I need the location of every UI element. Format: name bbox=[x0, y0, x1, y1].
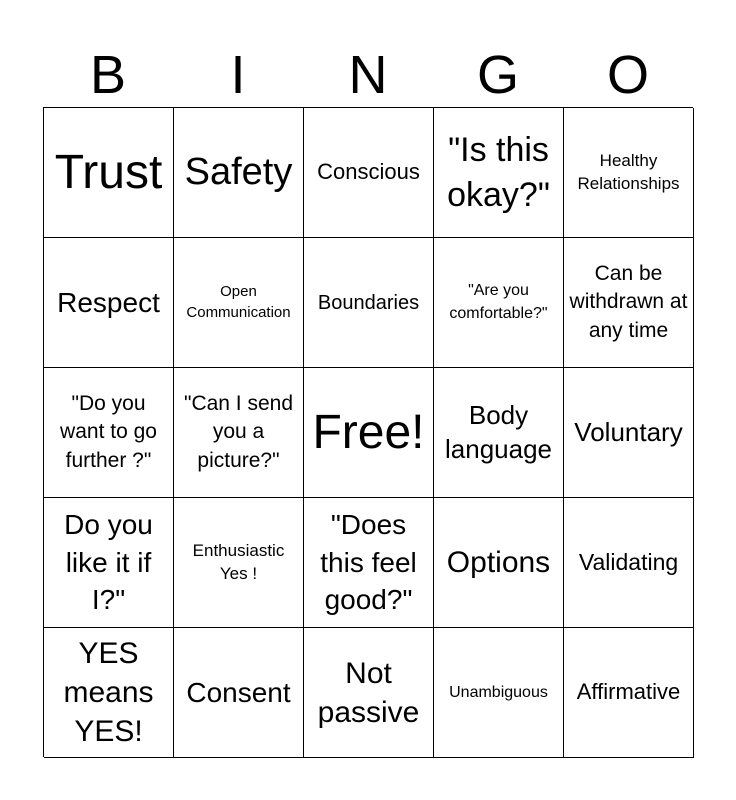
header-letter-i: I bbox=[230, 45, 246, 105]
bingo-cell[interactable] bbox=[434, 368, 564, 498]
bingo-cell[interactable] bbox=[564, 108, 694, 238]
cell-text: "Is this okay?" bbox=[447, 131, 550, 214]
bingo-cell[interactable] bbox=[434, 628, 564, 758]
bingo-cell[interactable] bbox=[434, 108, 564, 238]
bingo-cell[interactable] bbox=[304, 108, 434, 238]
cell-text: "Can I send you a picture?" bbox=[183, 391, 294, 472]
bingo-cell[interactable] bbox=[174, 108, 304, 238]
bingo-cell[interactable] bbox=[564, 368, 694, 498]
bingo-cell[interactable] bbox=[434, 498, 564, 628]
cell-text: Safety bbox=[184, 150, 293, 193]
cell-text: Body language bbox=[445, 399, 552, 464]
cell-text: Options bbox=[446, 545, 551, 579]
bingo-cell[interactable] bbox=[304, 238, 434, 368]
cell-text: Enthusiastic Yes ! bbox=[192, 540, 285, 583]
bingo-cell[interactable] bbox=[174, 498, 304, 628]
cell-text: Consent bbox=[186, 676, 291, 708]
bingo-board bbox=[43, 107, 693, 757]
header-letter-n: N bbox=[348, 45, 388, 105]
cell-text: Boundaries bbox=[317, 291, 420, 314]
bingo-cell[interactable] bbox=[564, 498, 694, 628]
cell-text: YES means YES! bbox=[63, 637, 154, 748]
bingo-cell[interactable] bbox=[174, 628, 304, 758]
cell-text: Conscious bbox=[317, 159, 420, 185]
bingo-free-cell[interactable] bbox=[304, 368, 434, 498]
cell-text: Respect bbox=[57, 286, 160, 318]
cell-text: Validating bbox=[578, 548, 679, 575]
cell-text: Free! bbox=[312, 405, 425, 459]
header-letter-o: O bbox=[606, 45, 649, 105]
bingo-cell[interactable] bbox=[44, 108, 174, 238]
cell-text: "Are you comfortable?" bbox=[449, 282, 548, 322]
cell-text: Trust bbox=[54, 145, 163, 199]
bingo-cell[interactable] bbox=[434, 238, 564, 368]
bingo-header bbox=[43, 44, 693, 106]
header-letter-g: G bbox=[476, 45, 519, 105]
bingo-cell[interactable] bbox=[174, 238, 304, 368]
bingo-cell[interactable] bbox=[174, 368, 304, 498]
bingo-cell[interactable] bbox=[564, 238, 694, 368]
bingo-cell[interactable] bbox=[44, 498, 174, 628]
cell-text: "Do you want to go further ?" bbox=[60, 391, 157, 472]
bingo-cell[interactable] bbox=[44, 628, 174, 758]
cell-text: Not passive bbox=[317, 656, 420, 729]
cell-text: Affirmative bbox=[576, 679, 681, 705]
cell-text: Do you like it if I?" bbox=[64, 508, 153, 616]
bingo-cell[interactable] bbox=[304, 628, 434, 758]
cell-text: Can be withdrawn at any time bbox=[569, 261, 688, 342]
cell-text: "Does this feel good?" bbox=[320, 508, 417, 616]
bingo-cell[interactable] bbox=[304, 498, 434, 628]
cell-text: Open Communication bbox=[186, 283, 291, 321]
bingo-cell[interactable] bbox=[564, 628, 694, 758]
bingo-cell[interactable] bbox=[44, 368, 174, 498]
cell-text: Healthy Relationships bbox=[577, 150, 680, 193]
header-letter-b: B bbox=[89, 45, 127, 105]
cell-text: Voluntary bbox=[574, 416, 683, 447]
cell-text: Unambiguous bbox=[449, 683, 548, 701]
bingo-cell[interactable] bbox=[44, 238, 174, 368]
